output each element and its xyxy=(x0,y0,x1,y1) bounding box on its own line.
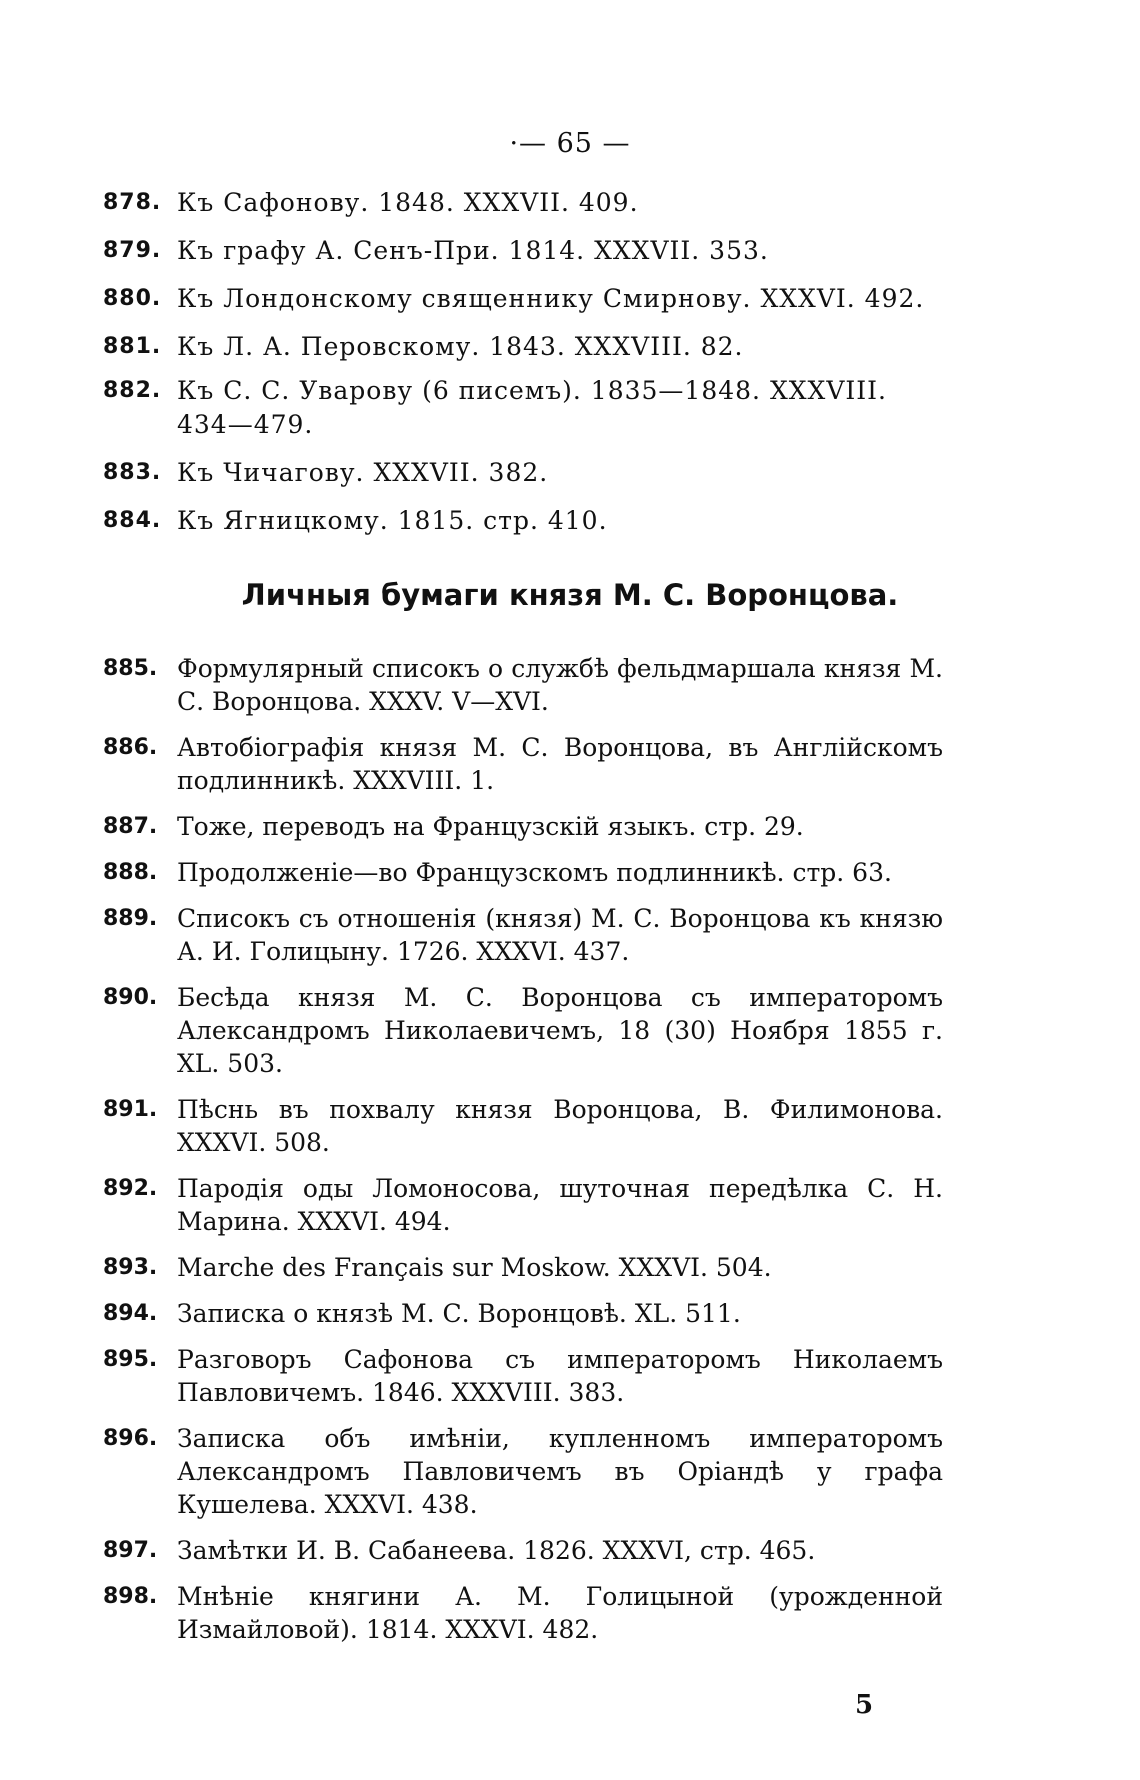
list-item xyxy=(103,1580,943,1646)
entry-number: 882. xyxy=(103,378,162,403)
entry-text: Автобіографія князя М. С. Воронцова, въ Англійскомъ подлинникѣ. XXXVIII. 1. xyxy=(177,733,943,795)
entry-text: Тоже, переводъ на Французскій языкъ. стр. 29. xyxy=(177,812,804,841)
entry-number: 881. xyxy=(103,334,162,359)
entry-text: Marche des Français sur Moskow. XXXVI. 504. xyxy=(177,1253,772,1282)
entry-text: Пѣснь въ похвалу князя Воронцова, В. Филимонова. XXXVI. 508. xyxy=(177,1095,943,1157)
entry-text: Пародія оды Ломоносова, шуточная передѣлка С. Н. Марина. XXXVI. 494. xyxy=(177,1174,943,1236)
entry-text: Записка объ имѣніи, купленномъ императоромъ Александромъ Павловичемъ въ Оріандѣ у графа Кушелева. XXXVI. 438. xyxy=(177,1424,943,1519)
list-item xyxy=(103,1251,943,1284)
list-item xyxy=(103,374,943,442)
entry-number: 891. xyxy=(103,1097,158,1122)
entry-text: Къ Лондонскому священнику Смирнову. XXXVI. 492. xyxy=(177,284,925,313)
entry-number: 888. xyxy=(103,860,158,885)
list-item xyxy=(103,856,943,889)
entry-text: Къ С. С. Уварову (6 писемъ). 1835—1848. XXXVIII. 434—479. xyxy=(177,376,887,439)
entry-number: 880. xyxy=(103,286,162,311)
entry-number: 886. xyxy=(103,735,158,760)
list-item xyxy=(103,182,943,224)
entry-text: Формулярный списокъ о службѣ фельдмаршала князя М. С. Воронцова. XXXV. V—XVI. xyxy=(177,654,943,716)
entry-text: Къ Сафонову. 1848. XXXVII. 409. xyxy=(177,188,639,217)
list-item xyxy=(103,902,943,968)
entry-text: Разговоръ Сафонова съ императоромъ Николаемъ Павловичемъ. 1846. XXXVIII. 383. xyxy=(177,1345,943,1407)
list-item xyxy=(103,1093,943,1159)
list-item xyxy=(103,1297,943,1330)
list-item xyxy=(103,652,943,718)
page-number: ·— 65 — xyxy=(509,128,631,159)
list-item xyxy=(103,1422,943,1521)
entry-number: 893. xyxy=(103,1255,158,1280)
entry-number: 892. xyxy=(103,1176,158,1201)
entry-text: Замѣтки И. В. Сабанеева. 1826. XXXVI, стр. 465. xyxy=(177,1536,816,1565)
entry-text: Продолженіе—во Французскомъ подлинникѣ. стр. 63. xyxy=(177,858,892,887)
entry-number: 884. xyxy=(103,508,162,533)
entry-number: 885. xyxy=(103,656,158,681)
entry-text: Къ Чичагову. XXXVII. 382. xyxy=(177,458,549,487)
entry-number: 879. xyxy=(103,238,162,263)
papers-list xyxy=(103,652,943,1659)
list-item xyxy=(103,810,943,843)
entry-number: 896. xyxy=(103,1426,158,1451)
entry-number: 883. xyxy=(103,460,162,485)
letters-list xyxy=(103,182,943,548)
list-item xyxy=(103,452,943,494)
entry-text: Къ графу А. Сенъ-При. 1814. XXXVII. 353. xyxy=(177,236,769,265)
entry-number: 898. xyxy=(103,1584,158,1609)
list-item xyxy=(103,981,943,1080)
entry-number: 890. xyxy=(103,985,158,1010)
list-item xyxy=(103,1343,943,1409)
entry-number: 889. xyxy=(103,906,158,931)
list-item xyxy=(103,1534,943,1567)
list-item xyxy=(103,230,943,272)
entry-text: Къ Ягницкому. 1815. стр. 410. xyxy=(177,506,608,535)
signature-mark: 5 xyxy=(855,1690,874,1720)
entry-text: Къ Л. А. Перовскому. 1843. XXXVIII. 82. xyxy=(177,332,744,361)
entry-number: 895. xyxy=(103,1347,158,1372)
list-item xyxy=(103,278,943,320)
entry-number: 878. xyxy=(103,190,162,215)
section-title: Личныя бумаги князя М. С. Воронцова. xyxy=(241,578,899,612)
entry-text: Бесѣда князя М. С. Воронцова съ императоромъ Александромъ Николаевичемъ, 18 (30) Ноября 1855 г. XL. 503. xyxy=(177,983,943,1078)
list-item xyxy=(103,1172,943,1238)
list-item xyxy=(103,731,943,797)
entry-number: 897. xyxy=(103,1538,158,1563)
list-item xyxy=(103,326,943,368)
list-item xyxy=(103,500,943,542)
entry-number: 894. xyxy=(103,1301,158,1326)
entry-text: Мнѣніе княгини А. М. Голицыной (урожденной Измайловой). 1814. XXXVI. 482. xyxy=(177,1582,943,1644)
entry-text: Списокъ съ отношенія (князя) М. С. Воронцова къ князю А. И. Голицыну. 1726. XXXVI. 437. xyxy=(177,904,943,966)
entry-text: Записка о князѣ М. С. Воронцовѣ. XL. 511. xyxy=(177,1299,741,1328)
entry-number: 887. xyxy=(103,814,158,839)
